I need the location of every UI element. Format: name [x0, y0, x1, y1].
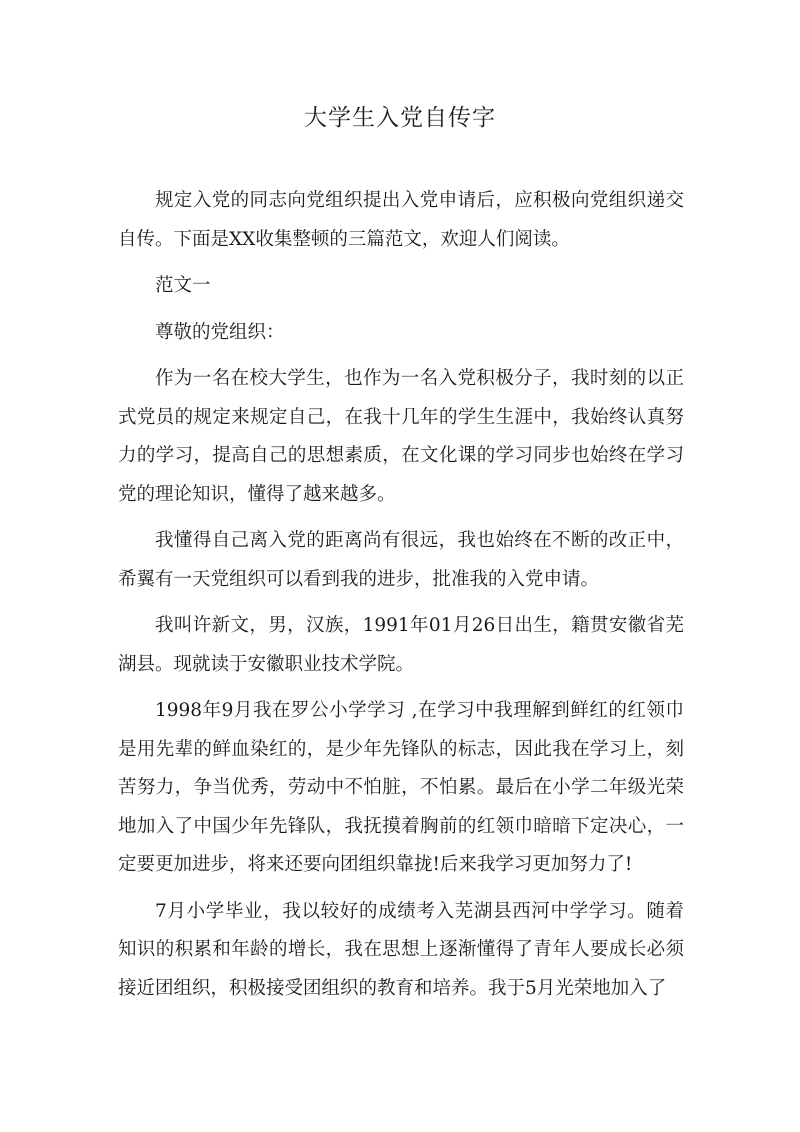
body-paragraph: 1998年9月我在罗公小学学习 ,在学习中我理解到鲜红的红领巾是用先辈的鲜血染红的，是少年先锋队的标志，因此我在学习上，刻苦努力，争当优秀，劳动中不怕脏，不怕累。最后在小学二年级光荣地加入了中国少年先锋队，我抚摸着胸前的红领巾暗暗下定决心，一定要更加进步，将来还要向团组织靠拢!后来我学习更加努力了! — [118, 700, 684, 875]
body-paragraph: 作为一名在校大学生，也作为一名入党积极分子，我时刻的以正式党员的规定来规定自己，在我十几年的学生生涯中，我始终认真努力的学习，提高自己的思想素质，在文化课的学习同步也始终在学习党的理论知识，懂得了越来越多。 — [118, 368, 684, 505]
intro-paragraph: 规定入党的同志向党组织提出入党申请后，应积极向党组织递交自传。下面是XX收集整顿的三篇范文，欢迎人们阅读。 — [118, 190, 684, 250]
salutation: 尊敬的党组织： — [155, 321, 285, 343]
document-title: 大学生入党自传字 — [304, 105, 496, 131]
body-paragraph: 我叫许新文，男，汉族，1991年01月26日出生，籍贯安徽省芜湖县。现就读于安徽职业技术学院。 — [118, 615, 684, 675]
body-paragraph: 7月小学毕业，我以较好的成绩考入芜湖县西河中学学习。随着知识的积累和年龄的增长，我在思想上逐渐懂得了青年人要成长必须接近团组织，积极接受团组织的教育和培养。我于5月光荣地加入了 — [118, 900, 684, 999]
document-body — [118, 182, 684, 1016]
section-heading: 范文一 — [155, 275, 211, 296]
body-paragraph: 我懂得自己离入党的距离尚有很远，我也始终在不断的改正中，希翼有一天党组织可以看到我的进步，批准我的入党申请。 — [118, 530, 684, 590]
